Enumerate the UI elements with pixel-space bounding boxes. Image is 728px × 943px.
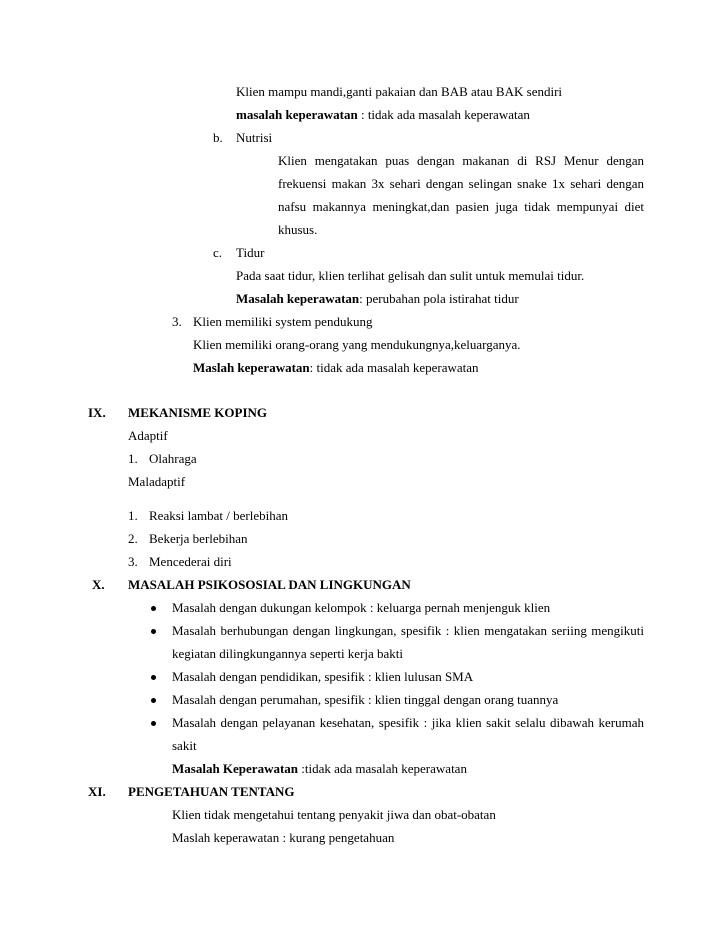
- mandi-line: Klien mampu mandi,ganti pakaian dan BAB atau BAK sendiri: [236, 84, 563, 99]
- nutrisi-line-1: Klien mengatakan puas dengan makanan di RSJ Menur dengan: [278, 153, 644, 168]
- nutrisi-line-3: nafsu makannya meningkat,dan pasien juga tidak mempunyai diet: [278, 199, 644, 214]
- section-x-masalah: [172, 761, 467, 777]
- section-x-numeral: X.: [92, 577, 105, 592]
- adaptif-item-1-text: Olahraga: [149, 451, 197, 466]
- section-xi-numeral: XI.: [88, 784, 106, 799]
- section-xi-line-2: Maslah keperawatan : kurang pengetahuan: [172, 830, 395, 845]
- support-masalah-value: : tidak ada masalah keperawatan: [309, 360, 479, 375]
- maladaptif-item-3-marker: 3.: [128, 554, 138, 569]
- section-xi-title: PENGETAHUAN TENTANG: [128, 784, 295, 799]
- bullet-item-5-cont: sakit: [172, 738, 197, 753]
- nutrisi-marker: b.: [213, 130, 223, 145]
- bullet-item-2: Masalah berhubungan dengan lingkungan, spesifik : klien mengatakan seriing mengikuti: [172, 623, 644, 638]
- maladaptif-item-1-marker: 1.: [128, 508, 138, 523]
- bullet-item-1: Masalah dengan dukungan kelompok : keluarga pernah menjenguk klien: [172, 600, 551, 615]
- tidur-marker: c.: [213, 245, 223, 260]
- bullet-item-5: Masalah dengan pelayanan kesehatan, spesifik : jika klien sakit selalu dibawah kerumah: [172, 715, 644, 730]
- support-masalah-label: Maslah keperawatan: [193, 360, 310, 375]
- bullet-dot: [151, 698, 156, 703]
- section-x-masalah-value: :tidak ada masalah keperawatan: [298, 761, 467, 776]
- mandi-masalah-label: masalah keperawatan: [236, 107, 358, 122]
- section-x-title: MASALAH PSIKOSOSIAL DAN LINGKUNGAN: [128, 577, 411, 592]
- tidur-masalah-value: : perubahan pola istirahat tidur: [359, 291, 519, 306]
- section-x-masalah-label: Masalah Keperawatan: [172, 761, 299, 776]
- section-xi-line-1: Klien tidak mengetahui tentang penyakit jiwa dan obat-obatan: [172, 807, 496, 822]
- nutrisi-title: Nutrisi: [236, 130, 273, 145]
- section-ix-title: MEKANISME KOPING: [128, 405, 268, 420]
- bullet-dot: [151, 606, 156, 611]
- bullet-item-4: Masalah dengan perumahan, spesifik : klien tinggal dengan orang tuannya: [172, 692, 559, 707]
- support-marker: 3.: [172, 314, 182, 329]
- nutrisi-line-4: khusus.: [278, 222, 318, 237]
- tidur-line: Pada saat tidur, klien terlihat gelisah dan sulit untuk memulai tidur.: [236, 268, 585, 283]
- section-ix-numeral: IX.: [88, 405, 106, 420]
- mandi-masalah: [236, 107, 530, 123]
- maladaptif-item-1-text: Reaksi lambat / berlebihan: [149, 508, 288, 523]
- mandi-masalah-value: : tidak ada masalah keperawatan: [357, 107, 530, 122]
- maladaptif-item-2-marker: 2.: [128, 531, 138, 546]
- bullet-item-3: Masalah dengan pendidikan, spesifik : klien lulusan SMA: [172, 669, 474, 684]
- maladaptif-item-2-text: Bekerja berlebihan: [149, 531, 248, 546]
- support-line: Klien memiliki orang-orang yang mendukungnya,keluarganya.: [193, 337, 521, 352]
- bullet-dot: [151, 721, 156, 726]
- nutrisi-line-2: frekuensi makan 3x sehari dengan selingan snake 1x sehari dengan: [278, 176, 644, 191]
- support-masalah: [193, 360, 479, 376]
- bullet-dot: [151, 675, 156, 680]
- tidur-masalah-label: Masalah keperawatan: [236, 291, 360, 306]
- support-title: Klien memiliki system pendukung: [193, 314, 373, 329]
- bullet-item-2-cont: kegiatan dilingkungannya seperti kerja bakti: [172, 646, 404, 661]
- adaptif-label: Adaptif: [128, 428, 168, 443]
- tidur-title: Tidur: [236, 245, 265, 260]
- adaptif-item-1-marker: 1.: [128, 451, 138, 466]
- tidur-masalah: [236, 291, 519, 307]
- maladaptif-item-3-text: Mencederai diri: [149, 554, 232, 569]
- maladaptif-label: Maladaptif: [128, 474, 186, 489]
- bullet-dot: [151, 629, 156, 634]
